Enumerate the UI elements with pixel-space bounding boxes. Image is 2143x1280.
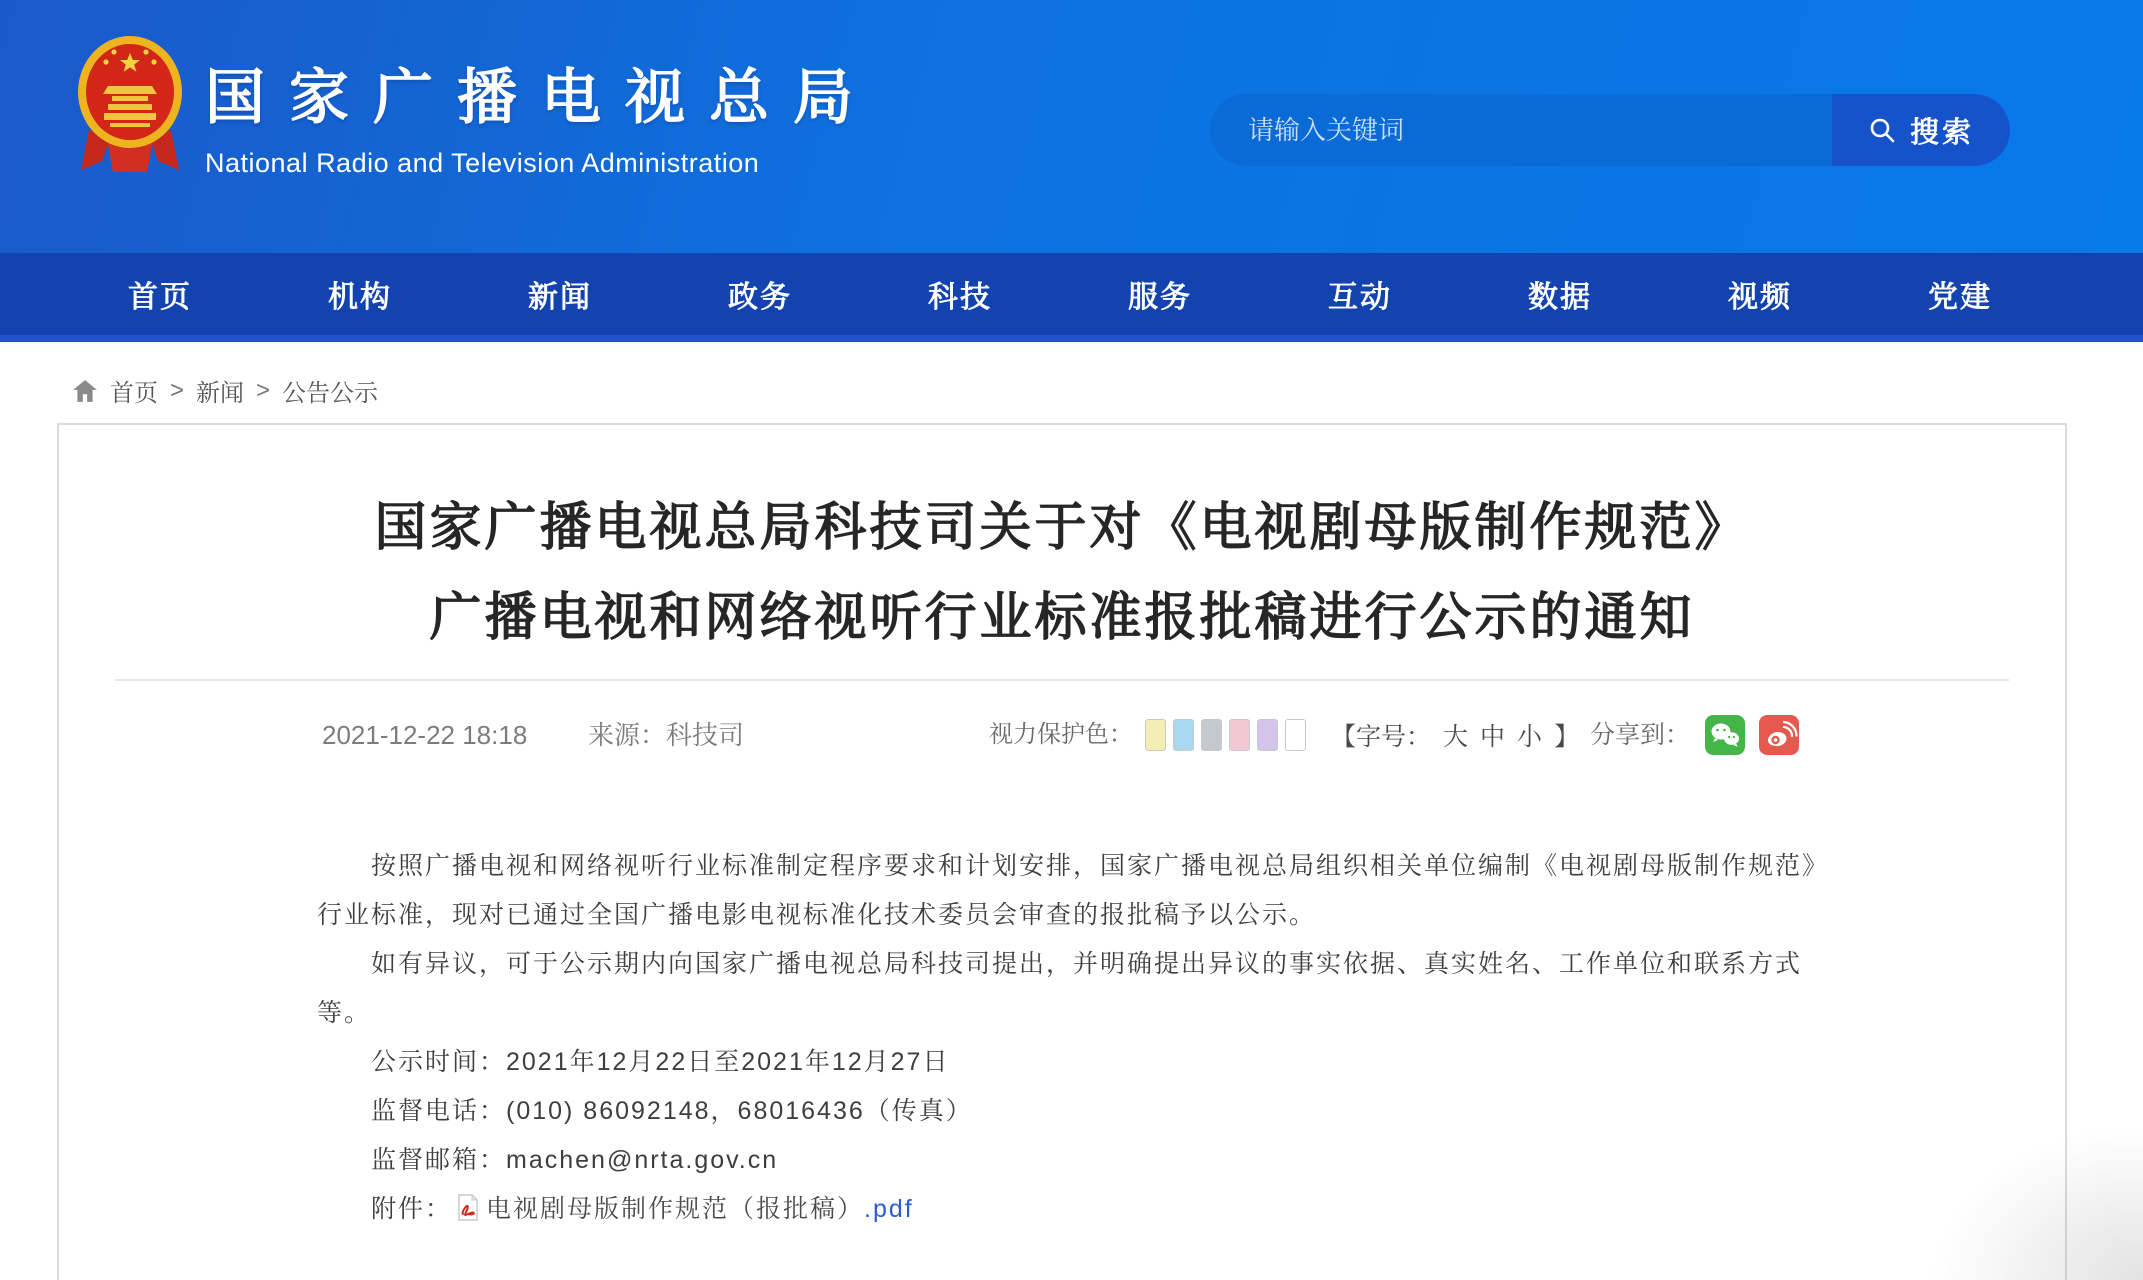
paragraph: 如有异议，可于公示期内向国家广播电视总局科技司提出，并明确提出异议的事实依据、真实姓名、工作单位和联系方式等。 xyxy=(317,950,1803,1027)
font-size-control xyxy=(1331,711,1579,759)
eye-protect-swatch[interactable] xyxy=(1229,719,1250,751)
publish-datetime: 2021-12-22 18:18 xyxy=(322,720,528,750)
article-title-line2: 广播电视和网络视听行业标准报批稿进行公示的通知 xyxy=(429,589,1695,647)
article-meta-row xyxy=(59,711,2065,759)
supervise-email-line: 监督邮箱：machen@nrta.gov.cn xyxy=(371,1146,779,1174)
attachment-file-name: 电视剧母版制作规范（报批稿） xyxy=(486,1195,865,1223)
search-button-label: 搜索 xyxy=(1909,116,1974,149)
notice-time-line: 公示时间：2021年12月22日至2021年12月27日 xyxy=(371,1048,950,1076)
article-title-line1: 国家广播电视总局科技司关于对《电视剧母版制作规范》 xyxy=(374,499,1750,557)
nav-item-party[interactable]: 党建 xyxy=(1928,281,1992,314)
nav-item-data[interactable]: 数据 xyxy=(1528,281,1592,314)
article-source: 来源：科技司 xyxy=(588,720,745,750)
search-input[interactable] xyxy=(1210,94,1832,166)
attachment-label: 附件： xyxy=(371,1195,453,1223)
nav-item-tech[interactable]: 科技 xyxy=(928,281,992,314)
nav-item-video[interactable]: 视频 xyxy=(1728,281,1792,314)
search-icon xyxy=(1868,116,1896,144)
main-nav-bar xyxy=(0,253,2143,342)
breadcrumb-item-notices[interactable]: 公告公示 xyxy=(282,380,379,407)
eye-protect-swatch[interactable] xyxy=(1285,719,1306,751)
main-nav xyxy=(60,253,2060,335)
nav-item-news[interactable]: 新闻 xyxy=(528,281,592,314)
attachment-line xyxy=(317,1185,1817,1234)
site-header xyxy=(0,0,2143,253)
nav-item-service[interactable]: 服务 xyxy=(1128,281,1192,314)
attachment-link[interactable] xyxy=(486,1195,914,1223)
font-size-medium[interactable]: 中 xyxy=(1480,723,1506,751)
share-label: 分享到： xyxy=(1590,721,1691,749)
eye-protect-swatch[interactable] xyxy=(1173,719,1194,751)
breadcrumb xyxy=(0,342,2143,423)
attachment-file-ext: .pdf xyxy=(864,1195,914,1223)
article-title xyxy=(59,425,2065,663)
pdf-icon xyxy=(456,1194,480,1222)
font-size-label-close: 】 xyxy=(1554,723,1580,751)
breadcrumb-item-news[interactable]: 新闻 xyxy=(196,380,245,407)
eye-protect-swatch[interactable] xyxy=(1257,719,1278,751)
nav-item-org[interactable]: 机构 xyxy=(328,281,392,314)
paragraph: 按照广播电视和网络视听行业标准制定程序要求和计划安排，国家广播电视总局组织相关单位编制《电视剧母版制作规范》行业标准，现对已通过全国广播电影电视标准化技术委员会审查的报批稿予以公示。 xyxy=(317,852,1817,929)
font-size-small[interactable]: 小 xyxy=(1517,723,1543,751)
breadcrumb-item-home[interactable]: 首页 xyxy=(110,380,158,407)
wechat-share-button[interactable] xyxy=(1705,715,1745,755)
site-title: 国家广播电视总局 xyxy=(205,64,877,131)
nav-item-gov[interactable]: 政务 xyxy=(728,281,792,314)
font-size-label-open: 【字号： xyxy=(1331,723,1432,751)
article-body xyxy=(317,842,1817,1234)
breadcrumb-separator: > xyxy=(256,376,271,404)
font-size-large[interactable]: 大 xyxy=(1443,723,1469,751)
home-icon xyxy=(72,379,98,403)
article-card xyxy=(57,423,2067,1280)
supervise-phone-line: 监督电话：(010) 86092148，68016436（传真） xyxy=(371,1097,973,1125)
title-divider xyxy=(115,679,2009,681)
nav-item-home[interactable]: 首页 xyxy=(128,281,192,314)
eye-protect-swatches xyxy=(1145,719,1306,751)
nav-item-interact[interactable]: 互动 xyxy=(1328,281,1392,314)
eye-protect-label: 视力保护色： xyxy=(989,721,1133,748)
site-subtitle: National Radio and Television Administration xyxy=(205,148,760,178)
weibo-share-button[interactable] xyxy=(1759,715,1799,755)
national-emblem-logo xyxy=(75,34,185,188)
eye-protect-swatch[interactable] xyxy=(1145,719,1166,751)
corner-watermark xyxy=(1923,1120,2143,1280)
search-bar xyxy=(1210,94,2010,166)
eye-protect-swatch[interactable] xyxy=(1201,719,1222,751)
breadcrumb-separator: > xyxy=(170,376,185,404)
search-button[interactable] xyxy=(1832,94,2010,166)
